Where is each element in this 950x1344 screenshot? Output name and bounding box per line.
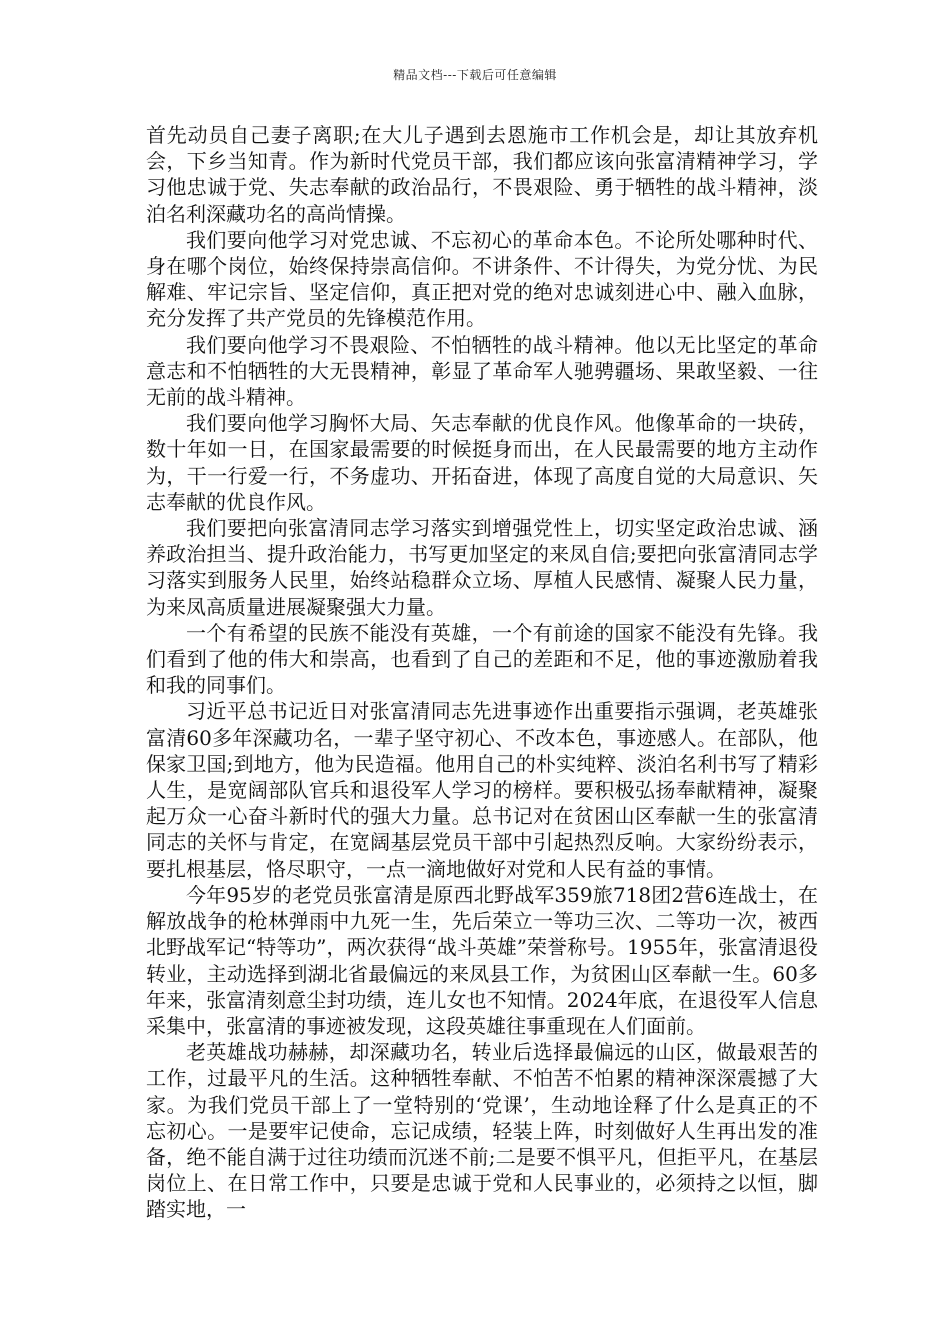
- paragraph: 我们要向他学习不畏艰险、不怕牺牲的战斗精神。他以无比坚定的革命意志和不怕牺牲的大无畏精神，彰显了革命军人驰骋疆场、果敢坚毅、一往无前的战斗精神。: [146, 332, 818, 410]
- paragraph: 我们要向他学习对党忠诚、不忘初心的革命本色。不论所处哪种时代、身在哪个岗位，始终保持崇高信仰。不讲条件、不计得失，为党分忧、为民解难、牢记宗旨、坚定信仰，真正把对党的绝对忠诚刻进心中、融入血脉，充分发挥了共产党员的先锋模范作用。: [146, 227, 818, 331]
- paragraph: 老英雄战功赫赫，却深藏功名，转业后选择最偏远的山区，做最艰苦的工作，过最平凡的生活。这种牺牲奉献、不怕苦不怕累的精神深深震撼了大家。为我们党员干部上了一堂特别的‘党课’，生动地诠释了什么是真正的不忘初心。一是要牢记使命，忘记成绩，轻装上阵，时刻做好人生再出发的准备，绝不能自满于过往功绩而沉迷不前;二是要不惧平凡，但拒平凡，在基层岗位上、在日常工作中，只要是忠诚于党和人民事业的，必须持之以恒，脚踏实地，一: [146, 1040, 818, 1222]
- paragraph: 一个有希望的民族不能没有英雄，一个有前途的国家不能没有先锋。我们看到了他的伟大和崇高，也看到了自己的差距和不足，他的事迹激励着我和我的同事们。: [146, 620, 818, 698]
- document-body: [146, 122, 818, 1223]
- paragraph: 首先动员自己妻子离职;在大儿子遇到去恩施市工作机会是，却让其放弃机会，下乡当知青。作为新时代党员干部，我们都应该向张富清精神学习，学习他忠诚于党、失志奉献的政治品行，不畏艰险、勇于牺牲的战斗精神，淡泊名利深藏功名的高尚情操。: [146, 123, 818, 226]
- page-header: 精品文档---下载后可任意编辑: [393, 68, 557, 82]
- paragraph: 习近平总书记近日对张富清同志先进事迹作出重要指示强调，老英雄张富清60多年深藏功名，一辈子坚守初心、不改本色，事迹感人。在部队，他保家卫国;到地方，他为民造福。他用自己的朴实纯粹、淡泊名利书写了精彩人生，是宽阔部队官兵和退役军人学习的榜样。要积极弘扬奉献精神，凝聚起万众一心奋斗新时代的强大力量。总书记对在贫困山区奉献一生的张富清同志的关怀与肯定，在宽阔基层党员干部中引起热烈反响。大家纷纷表示，要扎根基层，恪尽职守，一点一滴地做好对党和人民有益的事情。: [146, 699, 818, 881]
- paragraph: 我们要把向张富清同志学习落实到增强党性上，切实坚定政治忠诚、涵养政治担当、提升政治能力，书写更加坚定的来凤自信;要把向张富清同志学习落实到服务人民里，始终站稳群众立场、厚植人民感情、凝聚人民力量，为来凤高质量进展凝聚强大力量。: [146, 516, 818, 619]
- paragraph: 今年95岁的老党员张富清是原西北野战军359旅718团2营6连战士，在解放战争的枪林弹雨中九死一生，先后荣立一等功三次、二等功一次，被西北野战军记“特等功”，两次获得“战斗英雄”荣誉称号。1955年，张富清退役转业，主动选择到湖北省最偏远的来凤县工作，为贫困山区奉献一生。60多年来，张富清刻意尘封功绩，连儿女也不知情。2024年底，在退役军人信息采集中，张富清的事迹被发现，这段英雄往事重现在人们面前。: [146, 882, 818, 1038]
- paragraph: 我们要向他学习胸怀大局、矢志奉献的优良作风。他像革命的一块砖，数十年如一日，在国家最需要的时候挺身而出，在人民最需要的地方主动作为，干一行爱一行，不务虚功、开拓奋进，体现了高度自觉的大局意识、矢志奉献的优良作风。: [146, 411, 818, 514]
